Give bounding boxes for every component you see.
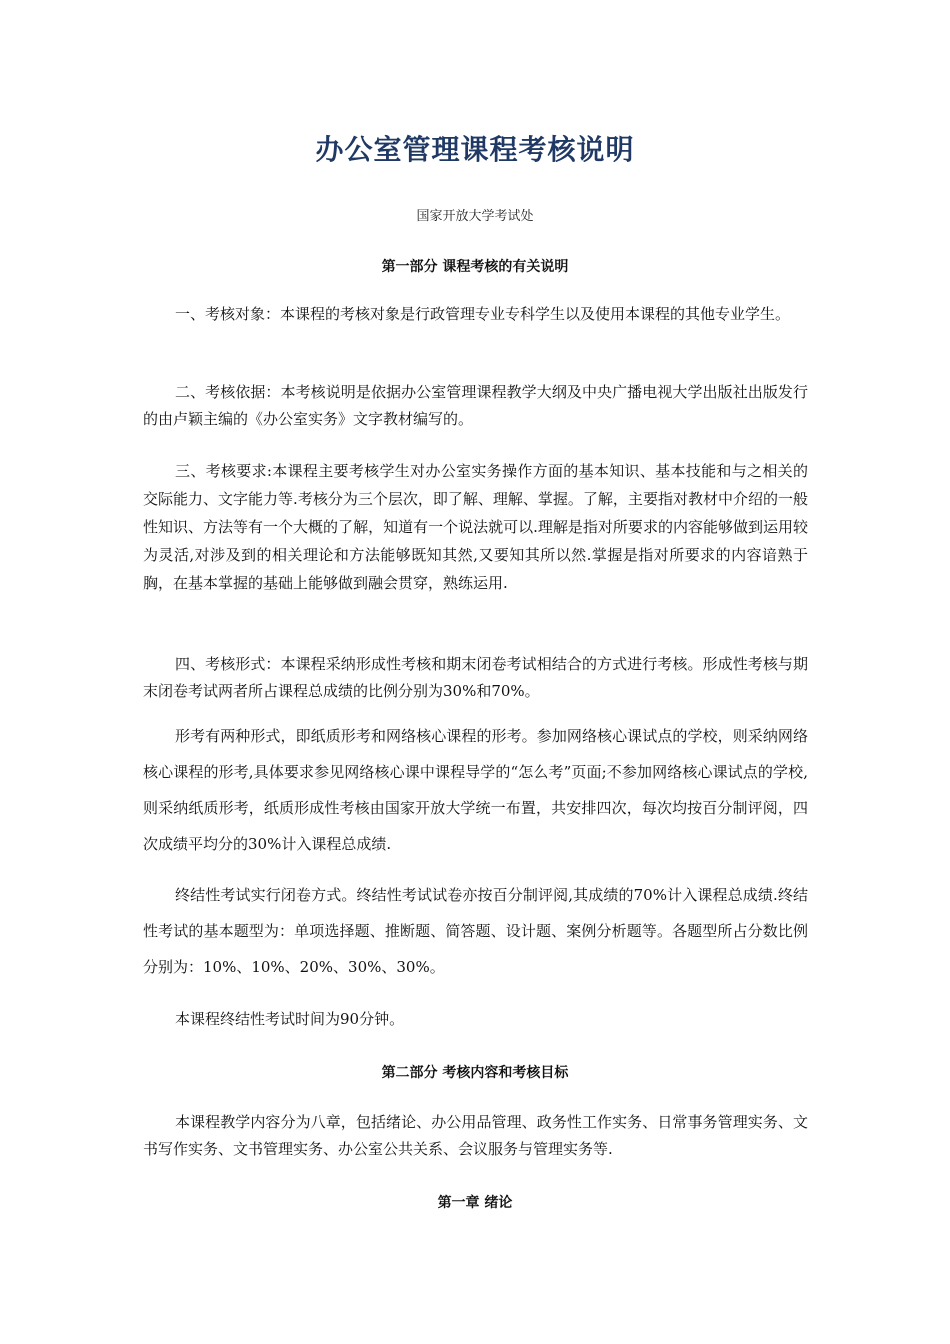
chapter1-heading: 第一章 绪论: [437, 1195, 513, 1211]
part1-heading: 第一部分 课程考核的有关说明: [381, 259, 569, 275]
paragraph-course-content: 本课程教学内容分为八章，包括绪论、办公用品管理、政务性工作实务、日常事务管理实务、文书写作实务、文书管理实务、办公室公共关系、会议服务与管理实务等.: [143, 1113, 808, 1158]
paragraph-exam-basis: 二、考核依据：本考核说明是依据办公室管理课程教学大纲及中央广播电视大学出版社出版发行的由卢颖主编的《办公室实务》文字教材编写的。: [143, 383, 808, 428]
paragraph-exam-target: 一、考核对象：本课程的考核对象是行政管理专业专科学生以及使用本课程的其他专业学生。: [175, 305, 791, 323]
paragraph-exam-duration: 本课程终结性考试时间为90分钟。: [175, 1010, 405, 1028]
document-title: 办公室管理课程考核说明: [315, 133, 635, 166]
paragraph-final-exam: 终结性考试实行闭卷方式。终结性考试试卷亦按百分制评阅,其成绩的70%计入课程总成绩.终结性考试的基本题型为：单项选择题、推断题、简答题、设计题、案例分析题等。各题型所占分数比例分别为：10%、10%、20%、30%、30%。: [143, 886, 808, 976]
paragraph-exam-format: 四、考核形式：本课程采纳形成性考核和期末闭卷考试相结合的方式进行考核。形成性考核与期末闭卷考试两者所占课程总成绩的比例分别为30%和70%。: [143, 655, 808, 700]
document-subtitle: 国家开放大学考试处: [416, 209, 534, 224]
paragraph-exam-requirements: 三、考核要求:本课程主要考核学生对办公室实务操作方面的基本知识、基本技能和与之相关的交际能力、文字能力等.考核分为三个层次，即了解、理解、掌握。了解，主要指对教材中介绍的一般性知识、方法等有一个大概的了解，知道有一个说法就可以.理解是指对所要求的内容能够做到运用较为灵活,对涉及到的相关理论和方法能够既知其然,又要知其所以然.掌握是指对所要求的内容谙熟于胸，在基本掌握的基础上能够做到融会贯穿，熟练运用.: [143, 462, 808, 592]
paragraph-formative-assessment: 形考有两种形式，即纸质形考和网络核心课程的形考。参加网络核心课试点的学校，则采纳网络核心课程的形考,具体要求参见网络核心课中课程导学的“怎么考”页面;不参加网络核心课试点的学校,则采纳纸质形考，纸质形成性考核由国家开放大学统一布置，共安排四次，每次均按百分制评阅，四次成绩平均分的30%计入课程总成绩.: [143, 727, 808, 853]
part2-heading: 第二部分 考核内容和考核目标: [381, 1065, 569, 1081]
